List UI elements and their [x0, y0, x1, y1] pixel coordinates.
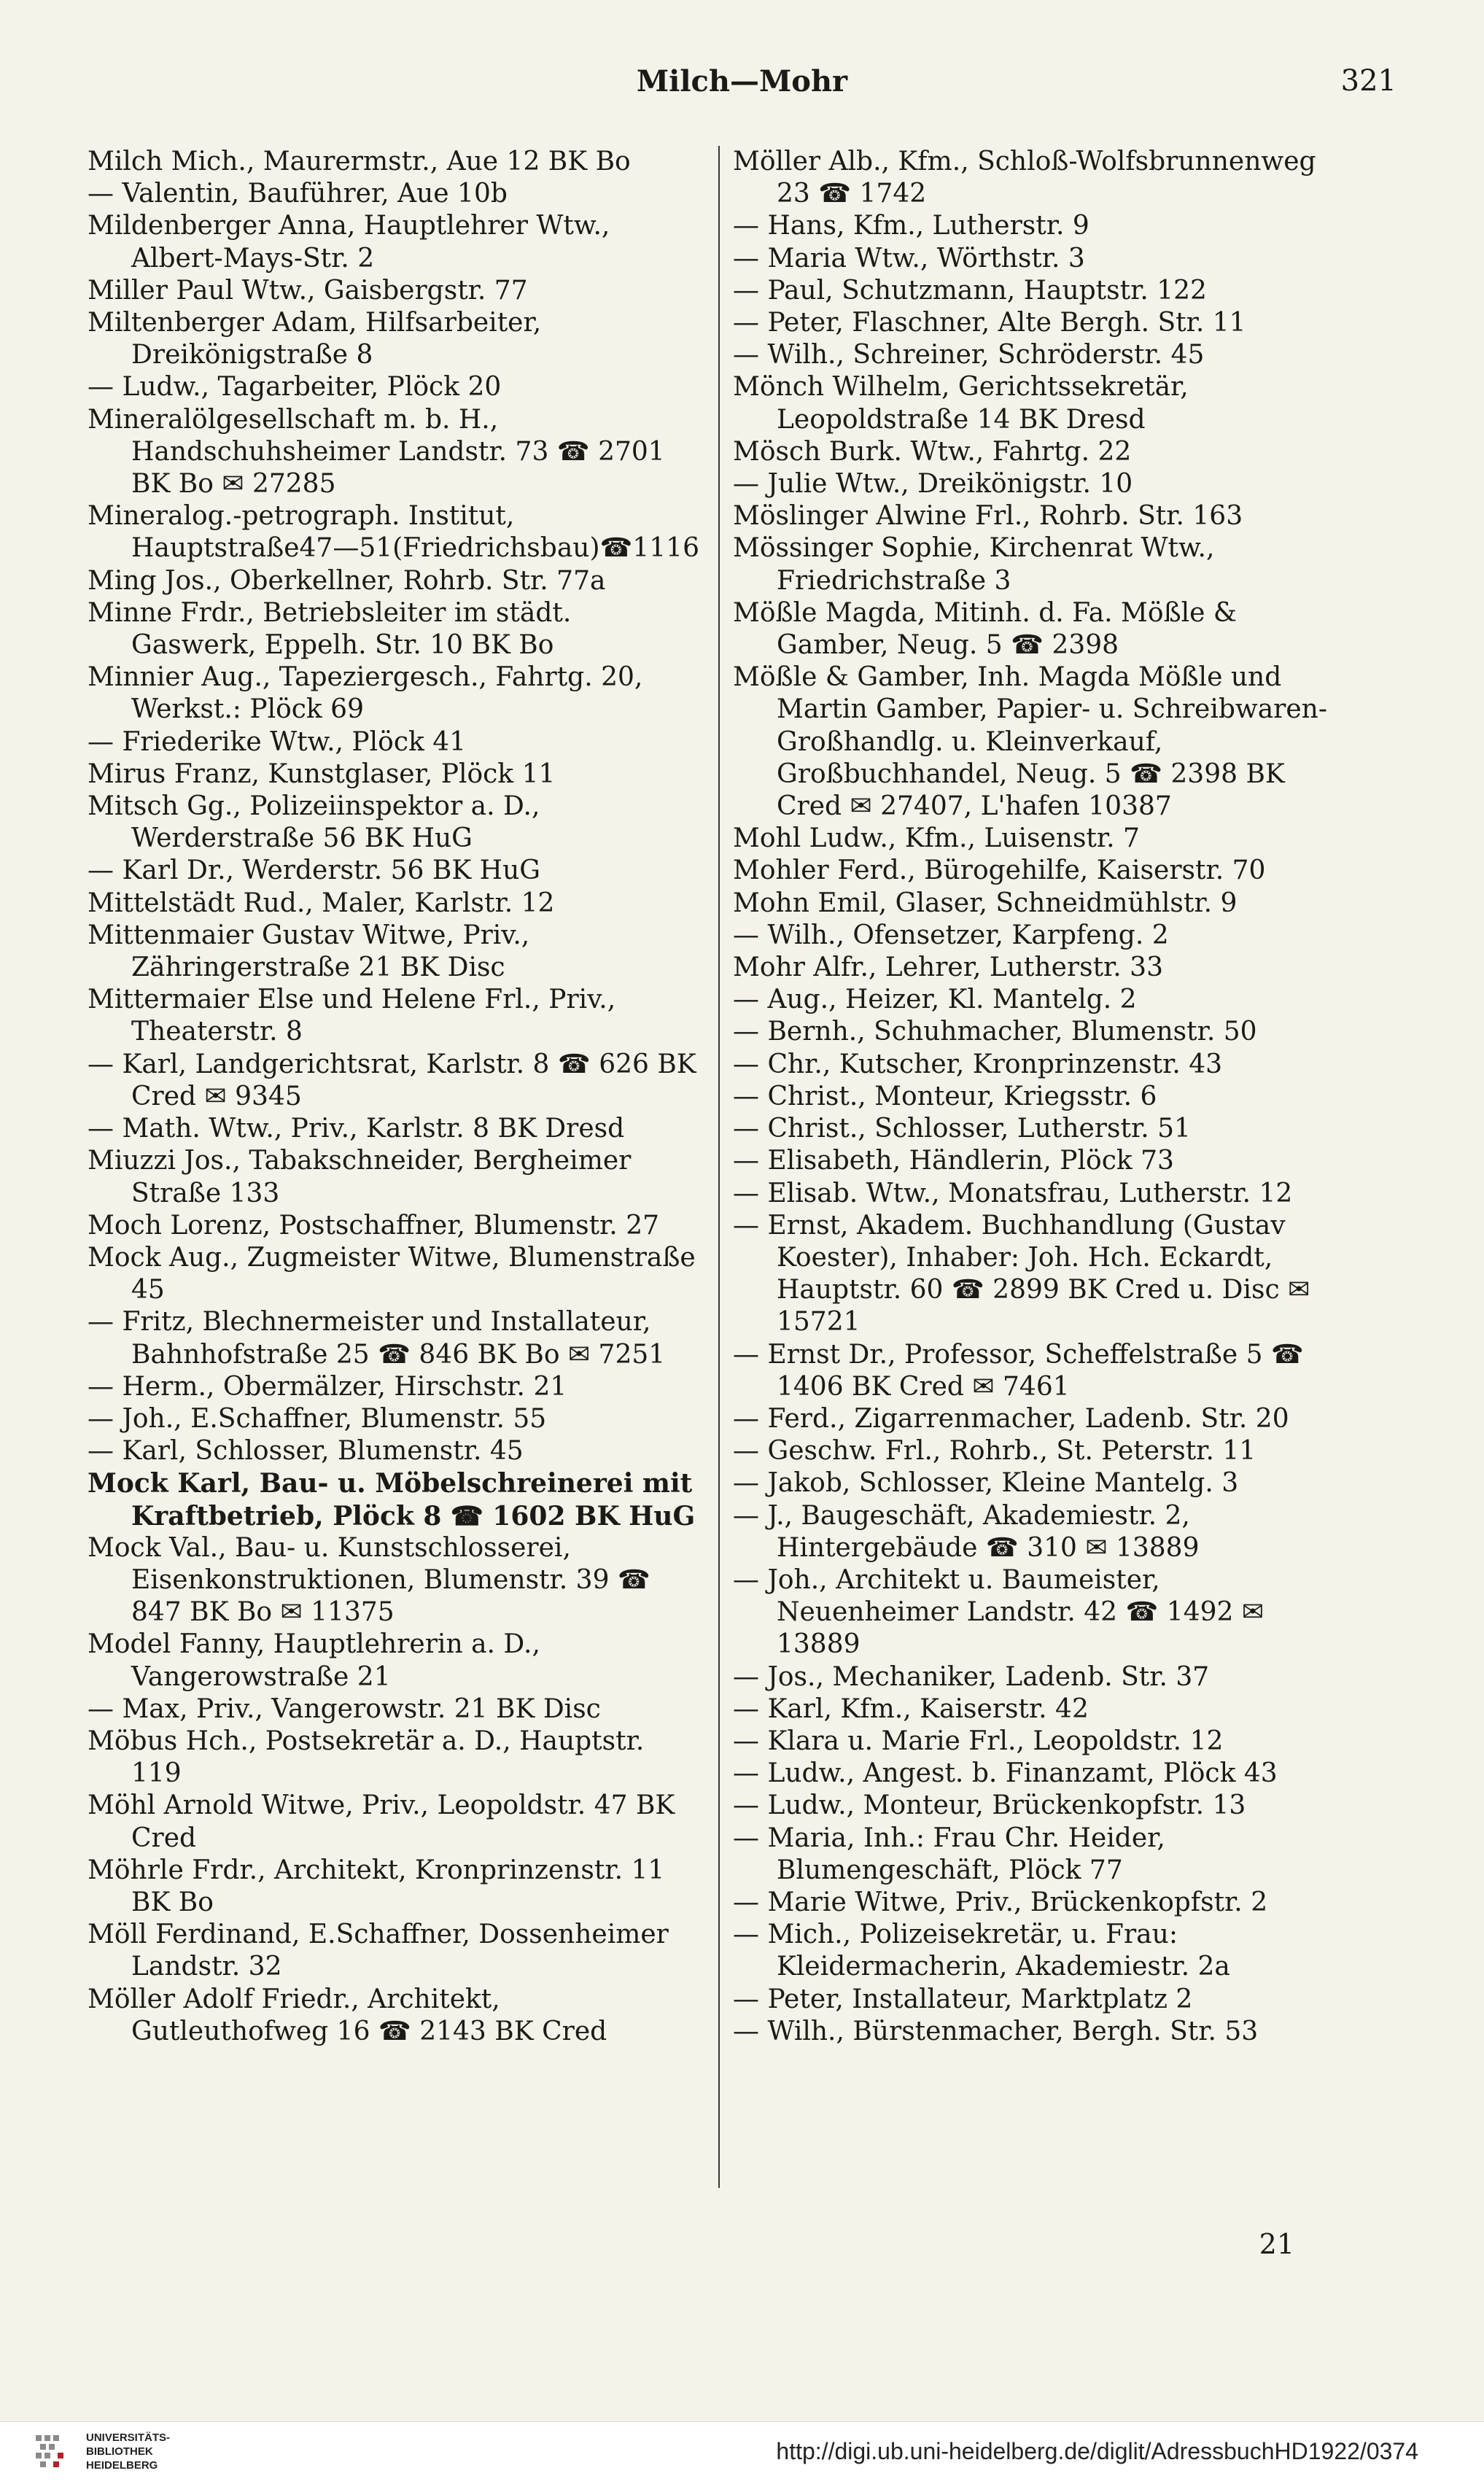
entry: Moch Lorenz, Postschaffner, Blumenstr. 27 — [88, 1210, 660, 1241]
entry: — Joh., E.Schaffner, Blumenstr. 55 — [88, 1403, 547, 1434]
entry: Mössinger Sophie, Kirchenrat Wtw., Friedrichstraße 3 — [733, 533, 1215, 596]
entry: — Karl, Schlosser, Blumenstr. 45 — [88, 1436, 524, 1467]
entry: Mohl Ludw., Kfm., Luisenstr. 7 — [733, 823, 1140, 854]
entry: Möller Adolf Friedr., Architekt, Gutleuthofweg 16 ☎ 2143 BK Cred — [88, 1984, 607, 2046]
entry: — Ludw., Angest. b. Finanzamt, Plöck 43 — [733, 1758, 1278, 1789]
entry: Mönch Wilhelm, Gerichtssekretär, Leopoldstraße 14 BK Dresd — [733, 372, 1189, 435]
entry: — Ferd., Zigarrenmacher, Ladenb. Str. 20 — [733, 1403, 1289, 1434]
entry: — Ludw., Monteur, Brückenkopfstr. 13 — [733, 1790, 1246, 1821]
entry: — J., Baugeschäft, Akademiestr. 2, Hintergebäude ☎ 310 ✉ 13889 — [733, 1500, 1200, 1563]
university-library-logo-icon — [33, 2431, 77, 2475]
entry: Minnier Aug., Tapeziergesch., Fahrtg. 20, Werkst.: Plöck 69 — [88, 662, 643, 725]
library-name: UNIVERSITÄTS- BIBLIOTHEK HEIDELBERG — [86, 2431, 171, 2472]
entry: — Math. Wtw., Priv., Karlstr. 8 BK Dresd — [88, 1114, 625, 1144]
entry: — Valentin, Bauführer, Aue 10b — [88, 179, 508, 209]
entry: — Mich., Polizeisekretär, u. Frau: Kleidermacherin, Akademiestr. 2a — [733, 1920, 1230, 1982]
entry: Mirus Franz, Kunstglaser, Plöck 11 — [88, 758, 556, 789]
left-column — [88, 146, 700, 2048]
entry: Möller Alb., Kfm., Schloß-Wolfsbrunnenweg 23 ☎ 1742 — [733, 147, 1316, 209]
entry: — Max, Priv., Vangerowstr. 21 BK Disc — [88, 1693, 601, 1724]
entry: Milch Mich., Maurermstr., Aue 12 BK Bo — [88, 147, 631, 176]
entry: — Peter, Installateur, Marktplatz 2 — [733, 1984, 1193, 2014]
entry: — Hans, Kfm., Lutherstr. 9 — [733, 211, 1089, 241]
entry: — Joh., Architekt u. Baumeister, Neuenheimer Landstr. 42 ☎ 1492 ✉ 13889 — [733, 1564, 1264, 1660]
column-divider — [718, 146, 720, 2188]
entry: Mohler Ferd., Bürogehilfe, Kaiserstr. 70 — [733, 855, 1266, 886]
entry: Miuzzi Jos., Tabakschneider, Bergheimer Straße 133 — [88, 1146, 632, 1208]
entry: — Ludw., Tagarbeiter, Plöck 20 — [88, 372, 502, 403]
entry: — Aug., Heizer, Kl. Mantelg. 2 — [733, 985, 1137, 1015]
entry: — Wilh., Bürstenmacher, Bergh. Str. 53 — [733, 2016, 1259, 2046]
entry: — Maria, Inh.: Frau Chr. Heider, Blumengeschäft, Plöck 77 — [733, 1823, 1165, 1885]
entry: Miltenberger Adam, Hilfsarbeiter, Dreikönigstraße 8 — [88, 308, 542, 370]
entry: Möll Ferdinand, E.Schaffner, Dossenheimer Landstr. 32 — [88, 1920, 669, 1982]
entry: — Wilh., Schreiner, Schröderstr. 45 — [733, 340, 1205, 370]
entry: — Paul, Schutzmann, Hauptstr. 122 — [733, 275, 1207, 306]
entry: Mittenmaier Gustav Witwe, Priv., Zähringerstraße 21 BK Disc — [88, 920, 530, 983]
entry: — Herm., Obermälzer, Hirschstr. 21 — [88, 1371, 567, 1402]
page-number: 321 — [1340, 64, 1396, 98]
entry: Mohn Emil, Glaser, Schneidmühlstr. 9 — [733, 888, 1238, 918]
entry: — Fritz, Blechnermeister und Installateur, Bahnhofstraße 25 ☎ 846 BK Bo ✉ 7251 — [88, 1307, 666, 1370]
entry: Mock Val., Bau- u. Kunstschlosserei, Eisenkonstruktionen, Blumenstr. 39 ☎ 847 BK Bo ✉ 11375 — [88, 1532, 650, 1628]
entry: — Karl Dr., Werderstr. 56 BK HuG — [88, 855, 541, 886]
entry: Möbus Hch., Postsekretär a. D., Hauptstr. 119 — [88, 1726, 645, 1789]
entry: — Elisab. Wtw., Monatsfrau, Lutherstr. 12 — [733, 1178, 1293, 1208]
entry: Mößle & Gamber, Inh. Magda Mößle und Martin Gamber, Papier- u. Schreibwaren-Großhandlg. u. Kleinverkauf, Großbuchhandel, Neug. 5 ☎ 2398 BK Cred ✉ 27407, L'hafen 10387 — [733, 662, 1328, 822]
entry: — Karl, Landgerichtsrat, Karlstr. 8 ☎ 626 BK Cred ✉ 9345 — [88, 1049, 696, 1111]
entry: — Maria Wtw., Wörthstr. 3 — [733, 243, 1085, 273]
entry: — Christ., Schlosser, Lutherstr. 51 — [733, 1114, 1191, 1144]
entry: — Ernst Dr., Professor, Scheffelstraße 5 ☎ 1406 BK Cred ✉ 7461 — [733, 1339, 1304, 1402]
entry: Mildenberger Anna, Hauptlehrer Wtw., Albert-Mays-Str. 2 — [88, 211, 610, 273]
entry: — Chr., Kutscher, Kronprinzenstr. 43 — [733, 1049, 1223, 1079]
page-header — [88, 64, 1396, 108]
entry: Minne Frdr., Betriebsleiter im städt. Gaswerk, Eppelh. Str. 10 BK Bo — [88, 597, 572, 661]
entry: — Karl, Kfm., Kaiserstr. 42 — [733, 1693, 1089, 1724]
entry: — Peter, Flaschner, Alte Bergh. Str. 11 — [733, 308, 1246, 338]
entry: — Wilh., Ofensetzer, Karpfeng. 2 — [733, 920, 1169, 950]
entry: Möslinger Alwine Frl., Rohrb. Str. 163 — [733, 501, 1243, 532]
entry: Möhl Arnold Witwe, Priv., Leopoldstr. 47 BK Cred — [88, 1790, 675, 1853]
entry: Mösch Burk. Wtw., Fahrtg. 22 — [733, 436, 1132, 467]
entry: Ming Jos., Oberkellner, Rohrb. Str. 77a — [88, 565, 606, 596]
entry: — Friederike Wtw., Plöck 41 — [88, 726, 467, 757]
entry: — Marie Witwe, Priv., Brückenkopfstr. 2 — [733, 1887, 1268, 1917]
right-column — [733, 146, 1345, 2048]
entry: — Ernst, Akadem. Buchhandlung (Gustav Koester), Inhaber: Joh. Hch. Eckardt, Hauptstr. 60 ☎ 2899 BK Cred u. Disc ✉ 15721 — [733, 1210, 1310, 1338]
entry-bold: Mock Karl, Bau- u. Möbelschreinerei mit Kraftbetrieb, Plöck 8 ☎ 1602 BK HuG — [88, 1468, 696, 1532]
viewer-footer — [0, 2421, 1484, 2484]
entry: Mohr Alfr., Lehrer, Lutherstr. 33 — [733, 952, 1163, 983]
entry: Miller Paul Wtw., Gaisbergstr. 77 — [88, 275, 528, 306]
entry: — Jos., Mechaniker, Ladenb. Str. 37 — [733, 1661, 1210, 1692]
running-title: Milch—Mohr — [636, 64, 848, 98]
entry: — Geschw. Frl., Rohrb., St. Peterstr. 11 — [733, 1436, 1256, 1467]
entry: — Jakob, Schlosser, Kleine Mantelg. 3 — [733, 1468, 1239, 1499]
entry: Mineralölgesellschaft m. b. H., Handschuhsheimer Landstr. 73 ☎ 2701 BK Bo ✉ 27285 — [88, 404, 665, 500]
entry: — Elisabeth, Händlerin, Plöck 73 — [733, 1146, 1174, 1176]
source-url-link[interactable]: http://digi.ub.uni-heidelberg.de/diglit/AdressbuchHD1922/0374 — [776, 2438, 1418, 2464]
entry: Mock Aug., Zugmeister Witwe, Blumenstraße 45 — [88, 1242, 696, 1305]
entry: Mittelstädt Rud., Maler, Karlstr. 12 — [88, 888, 555, 918]
entry: Mitsch Gg., Polizeiinspektor a. D., Werderstraße 56 BK HuG — [88, 791, 540, 854]
entry: — Christ., Monteur, Kriegsstr. 6 — [733, 1081, 1157, 1111]
entry: Mineralog.-petrograph. Institut, Hauptstraße47—51(Friedrichsbau)☎1116 — [88, 501, 699, 564]
entry: Möhrle Frdr., Architekt, Kronprinzenstr. 11 BK Bo — [88, 1855, 665, 1917]
entry: — Klara u. Marie Frl., Leopoldstr. 12 — [733, 1726, 1224, 1756]
entry: Model Fanny, Hauptlehrerin a. D., Vangerowstraße 21 — [88, 1629, 540, 1692]
entry: — Julie Wtw., Dreikönigstr. 10 — [733, 469, 1133, 500]
entry: — Bernh., Schuhmacher, Blumenstr. 50 — [733, 1017, 1257, 1047]
entry: Mößle Magda, Mitinh. d. Fa. Mößle & Gamber, Neug. 5 ☎ 2398 — [733, 597, 1237, 661]
entry: Mittermaier Else und Helene Frl., Priv., Theaterstr. 8 — [88, 985, 616, 1047]
signature-number: 21 — [1259, 2228, 1294, 2260]
